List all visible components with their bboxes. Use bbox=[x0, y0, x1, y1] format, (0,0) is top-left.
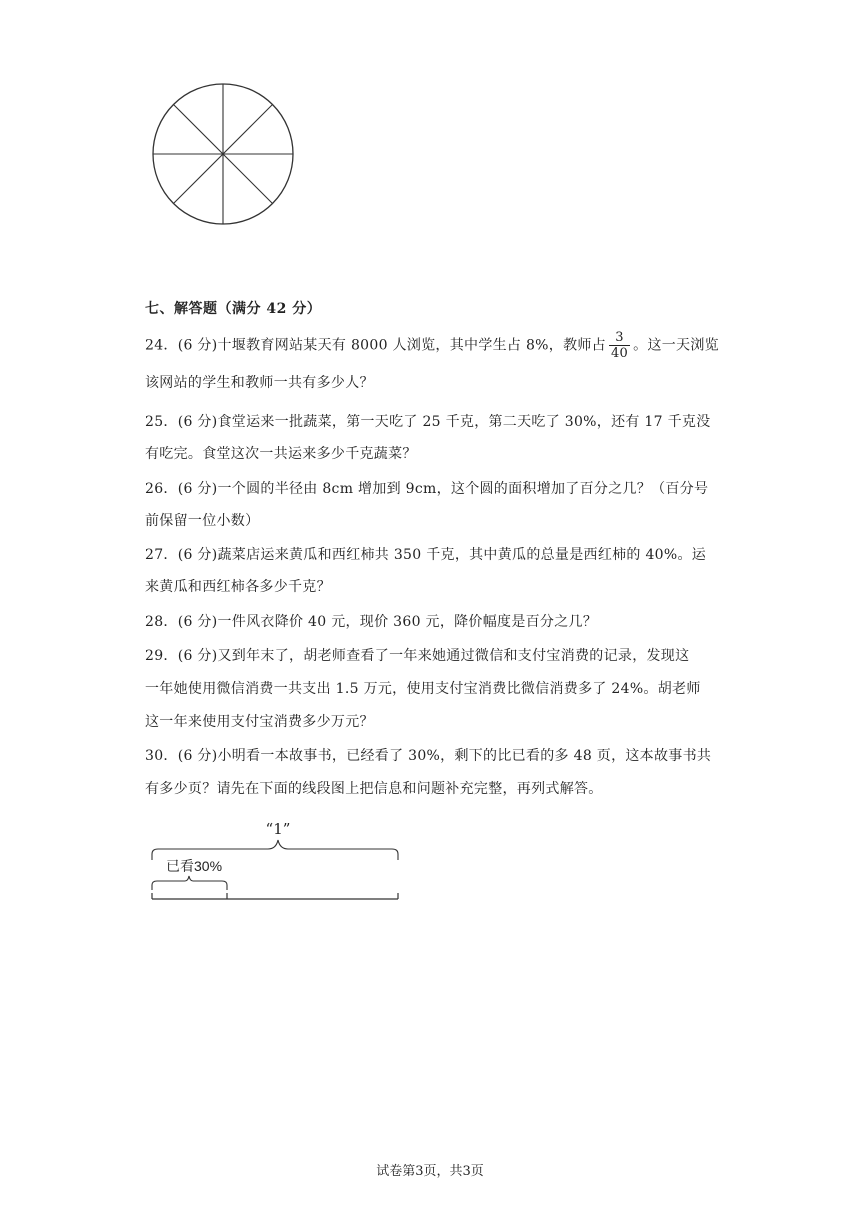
question-30-line-1: 30．(6 分)小明看一本故事书，已经看了 30%，剩下的比已看的多 48 页，这本故事书共 bbox=[145, 748, 712, 764]
question-30-line-2: 有多少页？请先在下面的线段图上把信息和问题补充完整，再列式解答。 bbox=[145, 781, 603, 797]
question-24-text-a: 24．(6 分)十堰教育网站某天有 8000 人浏览，其中学生占 8%，教师占 bbox=[145, 337, 606, 354]
part-brace bbox=[152, 876, 227, 890]
segment-diagram bbox=[140, 820, 410, 910]
page-footer: 试卷第3页，共3页 bbox=[376, 1164, 484, 1179]
question-29-line-3: 这一年来使用支付宝消费多少万元？ bbox=[145, 714, 374, 730]
fraction-numerator: 3 bbox=[615, 330, 624, 345]
question-28-line-1: 28．(6 分)一件风衣降价 40 元，现价 360 元，降价幅度是百分之几？ bbox=[145, 614, 598, 630]
question-26-line-2: 前保留一位小数） bbox=[145, 513, 260, 529]
question-29-line-2: 一年她使用微信消费一共支出 1.5 万元，使用支付宝消费比微信消费多了 24%。胡老师 bbox=[145, 681, 701, 697]
fraction-denominator: 40 bbox=[610, 346, 629, 361]
fraction-3-40 bbox=[609, 330, 630, 361]
whole-brace bbox=[152, 840, 398, 860]
question-24-line-1 bbox=[145, 330, 719, 361]
question-27-line-2: 来黄瓜和西红柿各多少千克？ bbox=[145, 579, 331, 595]
question-24-text-b: 。这一天浏览 bbox=[633, 337, 719, 354]
section-title: 七、解答题（满分 42 分） bbox=[145, 301, 322, 317]
question-24-line-2: 该网站的学生和教师一共有多少人？ bbox=[145, 375, 374, 391]
part-label: 已看30% bbox=[166, 858, 223, 874]
circle-eight-sectors-figure bbox=[140, 80, 310, 228]
question-25-line-2: 有吃完。食堂这次一共运来多少千克蔬菜？ bbox=[145, 446, 417, 462]
question-26-line-1: 26．(6 分)一个圆的半径由 8cm 增加到 9cm，这个圆的面积增加了百分之几？（百分号 bbox=[145, 481, 709, 497]
question-25-line-1: 25．(6 分)食堂运来一批蔬菜，第一天吃了 25 千克，第二天吃了 30%，还有 17 千克没 bbox=[145, 414, 711, 430]
question-27-line-1: 27．(6 分)蔬菜店运来黄瓜和西红柿共 350 千克，其中黄瓜的总量是西红柿的 40%。运 bbox=[145, 547, 707, 563]
question-29-line-1: 29．(6 分)又到年末了，胡老师查看了一年来她通过微信和支付宝消费的记录，发现这 bbox=[145, 648, 690, 664]
whole-label: “1” bbox=[265, 820, 291, 838]
